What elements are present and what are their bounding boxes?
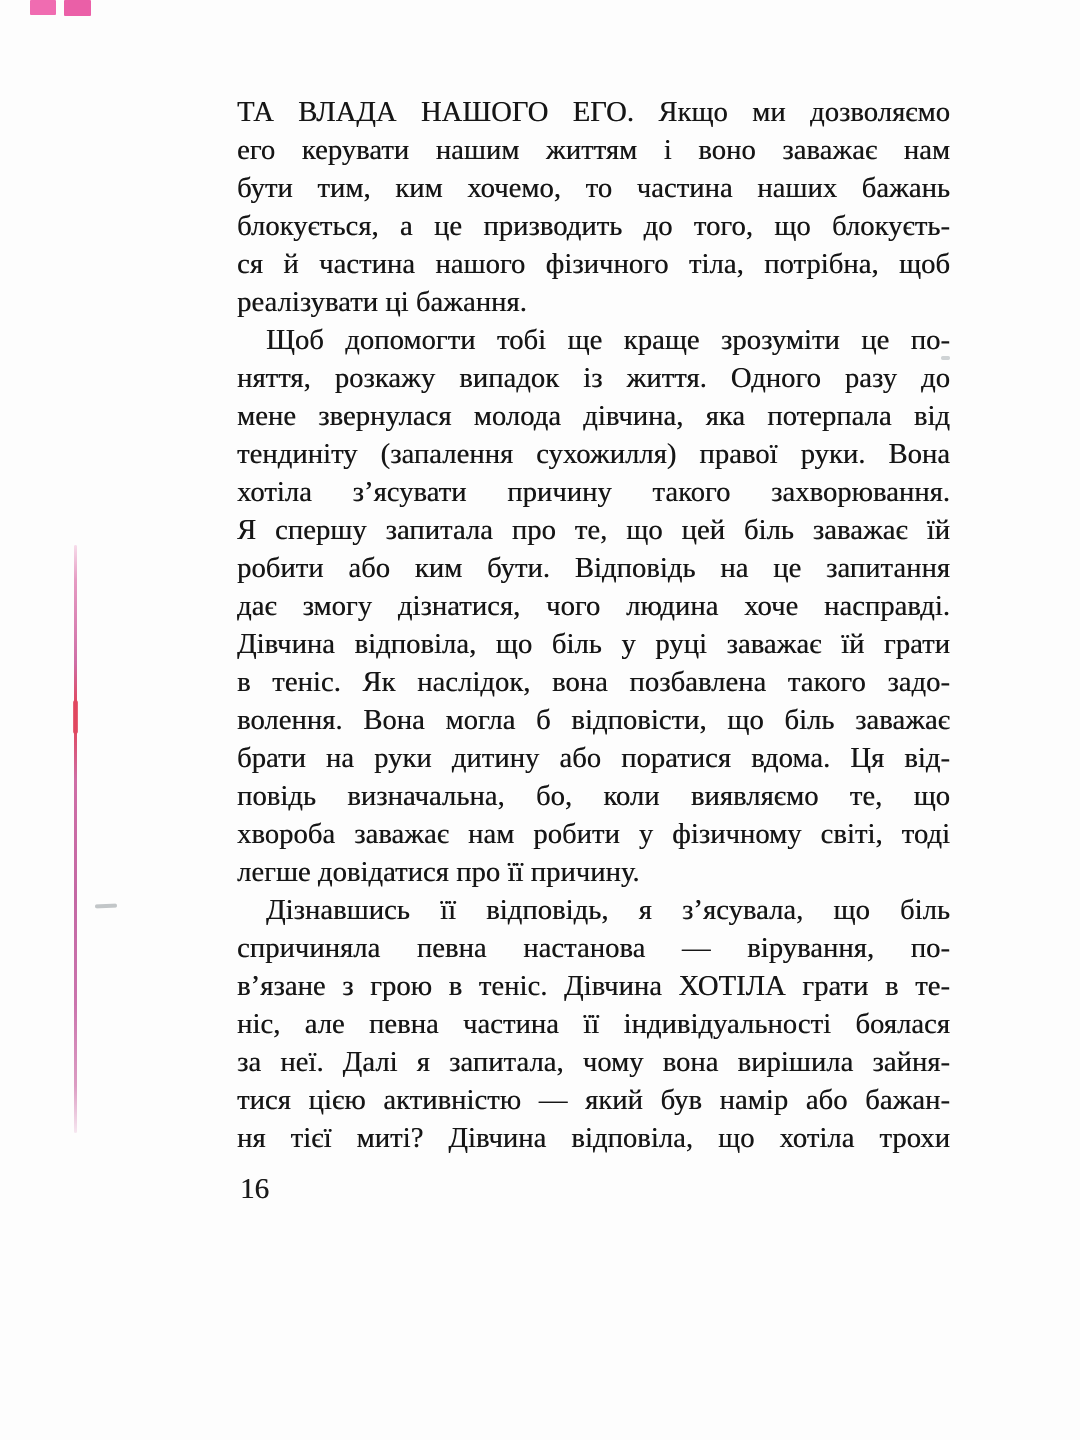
text-line: тися цією активністю — який був намір або бажан- bbox=[237, 1085, 950, 1116]
text-line: ня тієї миті? Дівчина відповіла, що хотіла трохи bbox=[237, 1123, 950, 1154]
text-line: ТА ВЛАДА НАШОГО ЕГО. Якщо ми дозволяємо bbox=[237, 97, 950, 128]
text-line: легше довідатися про її причину. bbox=[237, 857, 640, 888]
text-line: хвороба заважає нам робити у фізичному світі, тоді bbox=[237, 819, 950, 850]
text-line: Дівчина відповіла, що біль у руці заважає їй грати bbox=[237, 629, 950, 660]
gray-dash-artifact bbox=[95, 904, 117, 909]
text-line: за неї. Далі я запитала, чому вона вирішила зайня- bbox=[237, 1047, 950, 1078]
text-line: Дізнавшись її відповідь, я з’ясувала, що біль bbox=[266, 895, 950, 926]
text-line: в теніс. Як наслідок, вона позбавлена такого задо- bbox=[237, 667, 950, 698]
text-line: в’язане з грою в теніс. Дівчина ХОТІЛА грати в те- bbox=[237, 971, 950, 1002]
text-line: тендиніту (запалення сухожилля) правої руки. Вона bbox=[237, 439, 950, 470]
text-line: Я спершу запитала про те, що цей біль заважає їй bbox=[237, 515, 950, 546]
text-line: Щоб допомогти тобі ще краще зрозуміти це по- bbox=[266, 325, 950, 356]
text-line: реалізувати ці бажання. bbox=[237, 287, 527, 318]
paragraph bbox=[237, 94, 950, 322]
paragraph bbox=[237, 322, 950, 892]
text-line: бути тим, ким хочемо, то частина наших бажань bbox=[237, 173, 950, 204]
text-line: мене звернулася молода дівчина, яка потерпала від bbox=[237, 401, 950, 432]
text-line: брати на руки дитину або поратися вдома. Ця від- bbox=[237, 743, 950, 774]
page-number: 16 bbox=[240, 1173, 269, 1205]
text-line: ніс, але певна частина її індивідуальності боялася bbox=[237, 1009, 950, 1040]
text-line: няття, розкажу випадок із життя. Одного разу до bbox=[237, 363, 950, 394]
text-line: блокується, а це призводить до того, що блокуєть- bbox=[237, 211, 950, 242]
pink-line-red-segment bbox=[73, 700, 78, 734]
text-line: робити або ким бути. Відповідь на це запитання bbox=[237, 553, 950, 584]
text-line: ся й частина нашого фізичного тіла, потрібна, щоб bbox=[237, 249, 950, 280]
paragraph bbox=[237, 892, 950, 1158]
text-line: спричиняла певна настанова — вірування, по- bbox=[237, 933, 950, 964]
text-line: его керувати нашим життям і воно заважає нам bbox=[237, 135, 950, 166]
text-line: дає змогу дізнатися, чого людина хоче насправді. bbox=[237, 591, 950, 622]
text-line: хотіла з’ясувати причину такого захворювання. bbox=[237, 477, 950, 508]
pink-scan-mark-1 bbox=[30, 0, 56, 15]
page-text bbox=[237, 94, 950, 1158]
text-line: волення. Вона могла б відповісти, що біль заважає bbox=[237, 705, 950, 736]
pink-scan-mark-2 bbox=[64, 0, 91, 16]
text-line: повідь визначальна, бо, коли виявляємо те, що bbox=[237, 781, 950, 812]
pink-vertical-scan-line bbox=[74, 545, 77, 1133]
